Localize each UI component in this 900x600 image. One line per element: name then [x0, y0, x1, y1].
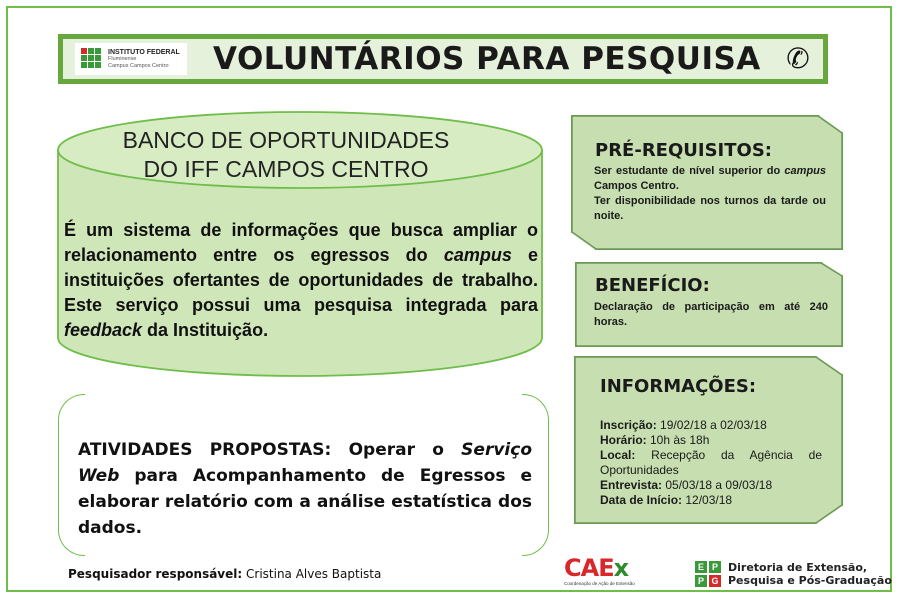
page-title: VOLUNTÁRIOS PARA PESQUISA: [213, 41, 761, 77]
directorate-line2: Pesquisa e Pós-Graduação: [728, 574, 892, 587]
researcher-label: Pesquisador responsável:: [68, 567, 243, 581]
prereq-part1: Ser estudante de nível superior do: [594, 165, 785, 177]
researcher-name: Cristina Alves Baptista: [242, 567, 382, 581]
iff-logo-text: [108, 49, 180, 69]
iff-logo: [75, 43, 187, 75]
info-item-inscricao: Inscrição: 19/02/18 a 02/03/18: [600, 418, 767, 432]
header-inner: [63, 39, 823, 79]
directorate-text: [728, 561, 892, 587]
info-item-entrevista: Entrevista: 05/03/18 a 09/03/18: [600, 478, 773, 492]
logo-line2: Fluminense: [108, 56, 137, 62]
caex-logo: [562, 556, 642, 588]
prereq-part2: Campos Centro.: [594, 180, 679, 192]
prereq-heading: PRÉ-REQUISITOS:: [595, 140, 772, 161]
activities-part1: ATIVIDADES PROPOSTAS: Operar o: [78, 440, 462, 460]
prereq-part3: Ter disponibilidade nos turnos da tarde ou noite.: [594, 195, 826, 222]
benefit-heading: BENEFÍCIO:: [595, 275, 710, 296]
logo-line3: Campus Campos Centro: [108, 62, 169, 69]
bank-body-em2: feedback: [64, 320, 143, 340]
bank-title: [100, 126, 472, 184]
prereq-text: [594, 164, 826, 224]
phone-icon: ✆: [786, 43, 810, 74]
directorate-logo: [695, 561, 892, 589]
bank-body-em1: campus: [443, 245, 512, 265]
prereq-em: campus: [784, 165, 826, 177]
bank-body-part1: É um sistema de informações que busca ampliar o relacionamento entre os egressos do: [64, 220, 538, 265]
iff-logo-mark-icon: [81, 48, 103, 70]
caex-wordmark: CAEx: [564, 554, 629, 582]
directorate-badges-icon: E P P G: [695, 561, 723, 589]
bank-description: [64, 218, 538, 343]
activities-em: Serviço Web: [78, 440, 532, 486]
info-list: [600, 418, 822, 508]
header-banner: [58, 34, 828, 84]
bank-title-line2: DO IFF CAMPOS CENTRO: [143, 156, 429, 182]
info-item-data-inicio: Data de Início: 12/03/18: [600, 493, 733, 507]
info-item-horario: Horário: 10h às 18h: [600, 433, 710, 447]
activities-text: [78, 437, 532, 541]
bank-body-part3: da Instituição.: [142, 320, 269, 340]
info-item-local: Local: Recepção da Agência de Oportunidades: [600, 448, 822, 477]
directorate-line1: Diretoria de Extensão,: [728, 561, 868, 574]
researcher-credit: [68, 567, 381, 581]
bank-body-part2: e instituições ofertantes de oportunidades de trabalho. Este serviço possui uma pesquisa integrada para: [64, 245, 538, 315]
logo-line1: INSTITUTO FEDERAL: [108, 49, 180, 56]
activities-part2: para Acompanhamento de Egressos e elaborar relatório com a análise estatística dos dados.: [78, 466, 532, 538]
caex-subtitle: Coordenação de Ação de Extensão: [564, 581, 635, 586]
bank-title-line1: BANCO DE OPORTUNIDADES: [122, 127, 450, 153]
benefit-text: Declaração de participação em até 240 horas.: [594, 301, 828, 328]
info-heading: INFORMAÇÕES:: [600, 376, 757, 397]
